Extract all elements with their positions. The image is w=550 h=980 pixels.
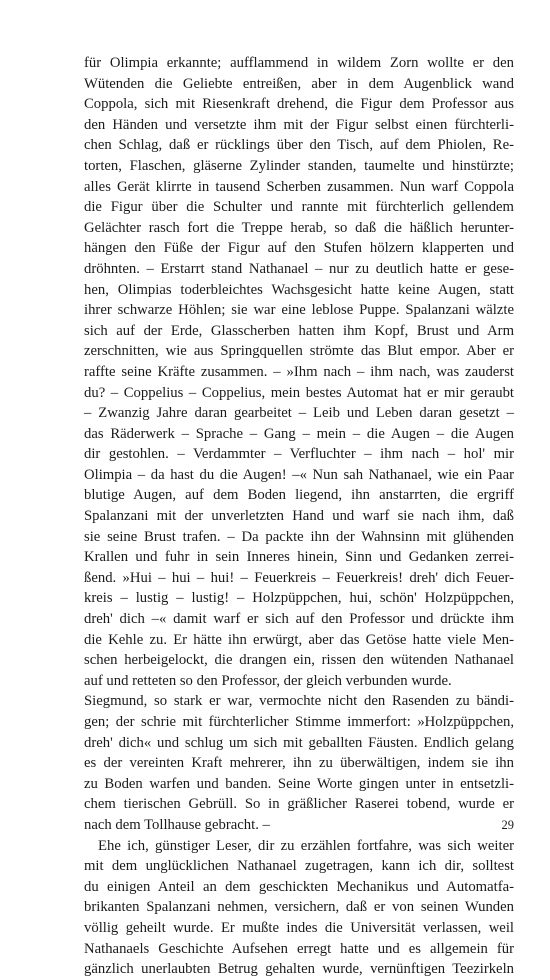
text-line: Olimpia – da hast du die Augen! –« Nun sah Nathanael, wie ein Paar — [84, 466, 514, 483]
text-line: chem tierischen Gebrüll. So in gräßlicher Raserei tobend, wurde er — [84, 796, 514, 813]
text-line: raffte seine Kräfte zusammen. – »Ihm nach – ihm nach, was zauderst — [84, 363, 514, 380]
text-line: Gelächter rasch fort die Treppe herab, so daß die häßlich herunter- — [84, 219, 514, 236]
text-line: zu Boden warfen und banden. Seine Worte gingen unter in entsetzli- — [84, 775, 514, 792]
text-line: es der vereinten Kraft mehrerer, ihn zu überwältigen, indem sie ihn — [84, 755, 514, 772]
text-line: dir gestohlen. – Verdammter – Verfluchter – ihm nach – hol' mir — [84, 446, 514, 463]
text-line: dreh' dich« und schlug um sich mit geballten Fäusten. Endlich gelang — [84, 734, 514, 751]
text-line: ßend. »Hui – hui – hui! – Feuerkreis – Feuerkreis! dreh' dich Feuer- — [84, 569, 514, 586]
text-line: torten, Flaschen, gläserne Zylinder standen, taumelte und hinstürzte; — [84, 157, 514, 174]
text-line: sich auf der Erde, Glasscherben hatten ihm Kopf, Brust und Arm — [84, 322, 514, 339]
text-line: Ehe ich, günstiger Leser, dir zu erzählen fortfahre, was sich weiter — [98, 837, 514, 854]
text-line: hen, Olimpias toderbleichtes Wachsgesicht hatte keine Augen, statt — [84, 281, 514, 298]
text-line: auf und retteten so den Professor, der gleich verbunden wurde. — [84, 672, 452, 689]
text-line: blutige Augen, auf dem Boden liegend, ihn anstarrten, die ergriff — [84, 487, 514, 504]
text-line: hängen den Füße der Figur auf den Stufen hölzern klapperten und — [84, 240, 514, 257]
text-line: sie seine Brust trafen. – Da packte ihn der Wahnsinn mit glühenden — [84, 528, 514, 545]
text-line: die Kehle zu. Er hätte ihn erwürgt, aber das Getöse hatte viele Men- — [84, 631, 514, 648]
text-line: Krallen und fuhr in sein Inneres hinein, Sinn und Gedanken zerrei- — [84, 549, 514, 566]
text-line: mit dem unglücklichen Nathanael zugetragen, kann ich dir, solltest — [84, 858, 514, 875]
text-line: nach dem Tollhause gebracht. – — [84, 816, 270, 833]
text-line: Wütenden die Geliebte entreißen, aber in dem Augenblick wand — [84, 75, 514, 92]
text-line: völlig geheilt wurde. Er mußte indes die Universität verlassen, weil — [84, 919, 514, 936]
text-line: den Händen und versetzte ihm mit der Figur selbst einen fürchterli- — [84, 116, 514, 133]
text-line: kreis – lustig – lustig! – Holzpüppchen, hui, schön' Holzpüppchen, — [84, 590, 514, 607]
text-line: für Olimpia erkannte; aufflammend in wildem Zorn wollte er den — [84, 55, 514, 71]
text-line: du einigen Anteil an dem geschickten Mechanikus und Automatfa- — [84, 878, 514, 895]
text-line: Coppola, sich mit Riesenkraft drehend, die Figur dem Professor aus — [84, 96, 514, 113]
text-line: Spalanzani mit der unverletzten Hand und warf sie nach ihm, daß — [84, 508, 514, 525]
text-line: dröhnten. – Erstarrt stand Nathanael – nur zu deutlich hatte er gese- — [84, 260, 514, 277]
text-line: Siegmund, so stark er war, vermochte nicht den Rasenden zu bändi- — [84, 693, 514, 710]
text-line: das Räderwerk – Sprache – Gang – mein – die Augen – die Augen — [84, 425, 514, 442]
text-line: Nathanaels Geschichte Aufsehen erregt hatte und es allgemein für — [84, 940, 514, 957]
text-line: gen; der schrie mit fürchterlicher Stimme immerfort: »Holzpüppchen, — [84, 714, 514, 730]
text-line: chen Schlag, daß er rücklings über den Tisch, auf dem Phiolen, Re- — [84, 137, 514, 154]
text-line: zerschnitten, wie aus Springquellen strömte das Blut empor. Aber er — [84, 343, 514, 360]
text-line: alles Gerät klirrte in tausend Scherben zusammen. Nun warf Coppola — [84, 178, 514, 195]
text-line: ihrer schwarze Höhlen; sie war eine leblose Puppe. Spalanzani wälzte — [84, 302, 514, 319]
page-number: 29 — [501, 818, 514, 832]
text-line: brikanten Spalanzani nehmen, versichern, daß er von seinen Wunden — [84, 899, 514, 916]
text-line: du? – Coppelius – Coppelius, mein bestes Automat hat er mir geraubt — [84, 384, 514, 401]
text-line: – Zwanzig Jahre daran gearbeitet – Leib und Leben daran gesetzt – — [84, 405, 514, 422]
text-line: schen herbeigelockt, die drangen ein, rissen den wütenden Nathanael — [84, 652, 514, 669]
text-line: dreh' dich –« damit warf er sich auf den Professor und drückte ihm — [84, 611, 514, 628]
text-line: die Figur über die Schulter und rannte mit fürchterlich gellendem — [84, 199, 514, 216]
text-line: gänzlich unerlaubten Betrug gehalten wurde, vernünftigen Teezirkeln — [84, 961, 514, 978]
body-text — [84, 53, 514, 980]
